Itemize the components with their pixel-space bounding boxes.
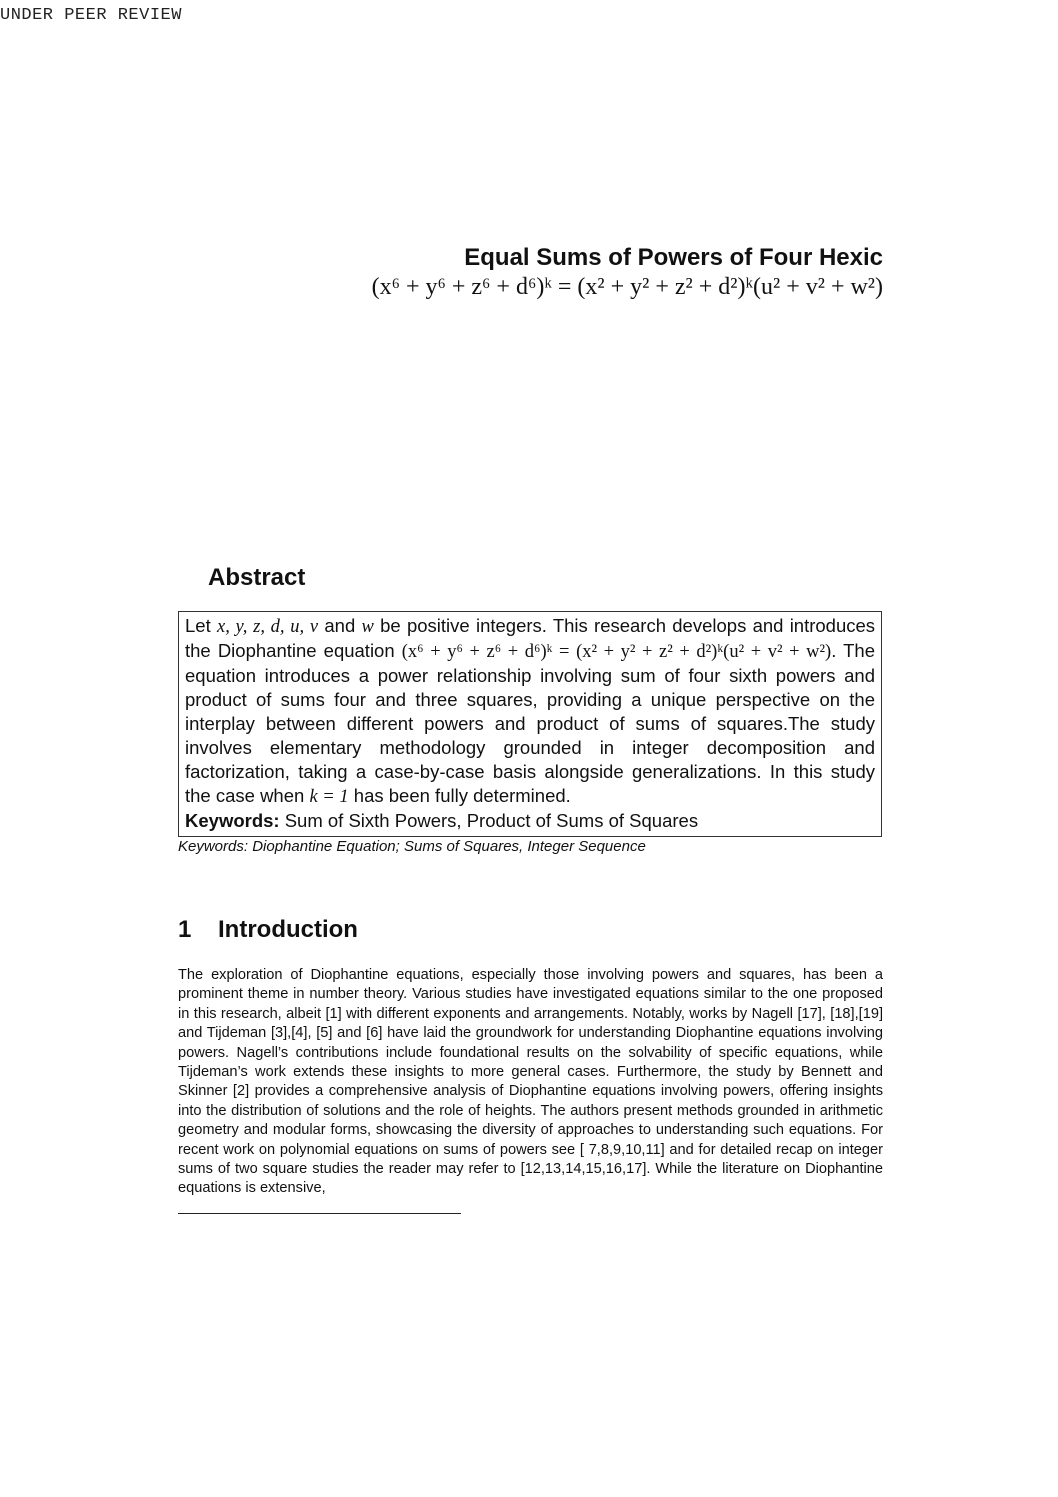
section-title: Introduction	[218, 916, 358, 943]
abstract-body-end: has been fully determined.	[353, 785, 571, 806]
abstract-var-w: w	[361, 617, 374, 637]
abstract-sentence1: be positive integers. This research develops and introduces the Diophantine equation	[185, 615, 876, 661]
title-equation: (x⁶ + y⁶ + z⁶ + d⁶)ᵏ = (x² + y² + z² + d²)ᵏ(u² + v² + w²)	[371, 274, 883, 300]
footnote-rule	[178, 1213, 461, 1214]
keywords-line: Keywords: Diophantine Equation; Sums of Squares, Integer Sequence	[178, 838, 646, 855]
title-block	[372, 244, 883, 301]
introduction-heading	[178, 916, 358, 944]
paper-title: Equal Sums of Powers of Four Hexic	[464, 244, 883, 271]
abstract-let: Let	[185, 615, 211, 636]
abstract-and: and	[324, 615, 356, 636]
abstract-keywords-label: Keywords:	[185, 810, 280, 831]
abstract-box	[178, 611, 882, 837]
abstract-variables: x, y, z, d, u, v	[216, 617, 319, 637]
abstract-body: . The equation introduces a power relationship involving sum of four sixth powers and product of sums four and three squares, providing a unique perspective on the interplay between different powers and product of sums of squares.The study involves elementary methodology grounded in integer decomposition and factorization, taking a case-by-case basis alongside generalizations. In this study the case when	[185, 640, 875, 806]
abstract-equation: (x⁶ + y⁶ + z⁶ + d⁶)ᵏ = (x² + y² + z² + d²)ᵏ(u² + v² + w²)	[401, 642, 832, 662]
abstract-case-equation: k = 1	[309, 787, 349, 807]
watermark: UNDER PEER REVIEW	[0, 6, 182, 25]
section-number: 1	[178, 916, 192, 943]
abstract-keywords-value: Sum of Sixth Powers, Product of Sums of Squares	[284, 810, 699, 831]
introduction-body: The exploration of Diophantine equations, especially those involving powers and squares, has been a prominent theme in number theory. Various studies have investigated equations similar to the one proposed in this research, albeit [1] with different exponents and arrangements. Notably, works by Nagell [17], [18],[19] and Tijdeman [3],[4], [5] and [6] have laid the groundwork for understanding Diophantine equations involving powers. Nagell’s contributions include foundational results on the solvability of specific equations, while Tijdeman’s work extends these insights to more general cases. Furthermore, the study by Bennett and Skinner [2] provides a comprehensive analysis of Diophantine equations involving powers, offering insights into the distribution of solutions and the role of heights. The authors present methods grounded in arithmetic geometry and modular forms, showcasing the diversity of approaches to understanding such equations. For recent work on polynomial equations on sums of powers see [ 7,8,9,10,11] and for detailed recap on integer sums of two square studies the reader may refer to [12,13,14,15,16,17]. While the literature on Diophantine equations is extensive,	[178, 967, 883, 1197]
abstract-heading: Abstract	[208, 564, 306, 591]
